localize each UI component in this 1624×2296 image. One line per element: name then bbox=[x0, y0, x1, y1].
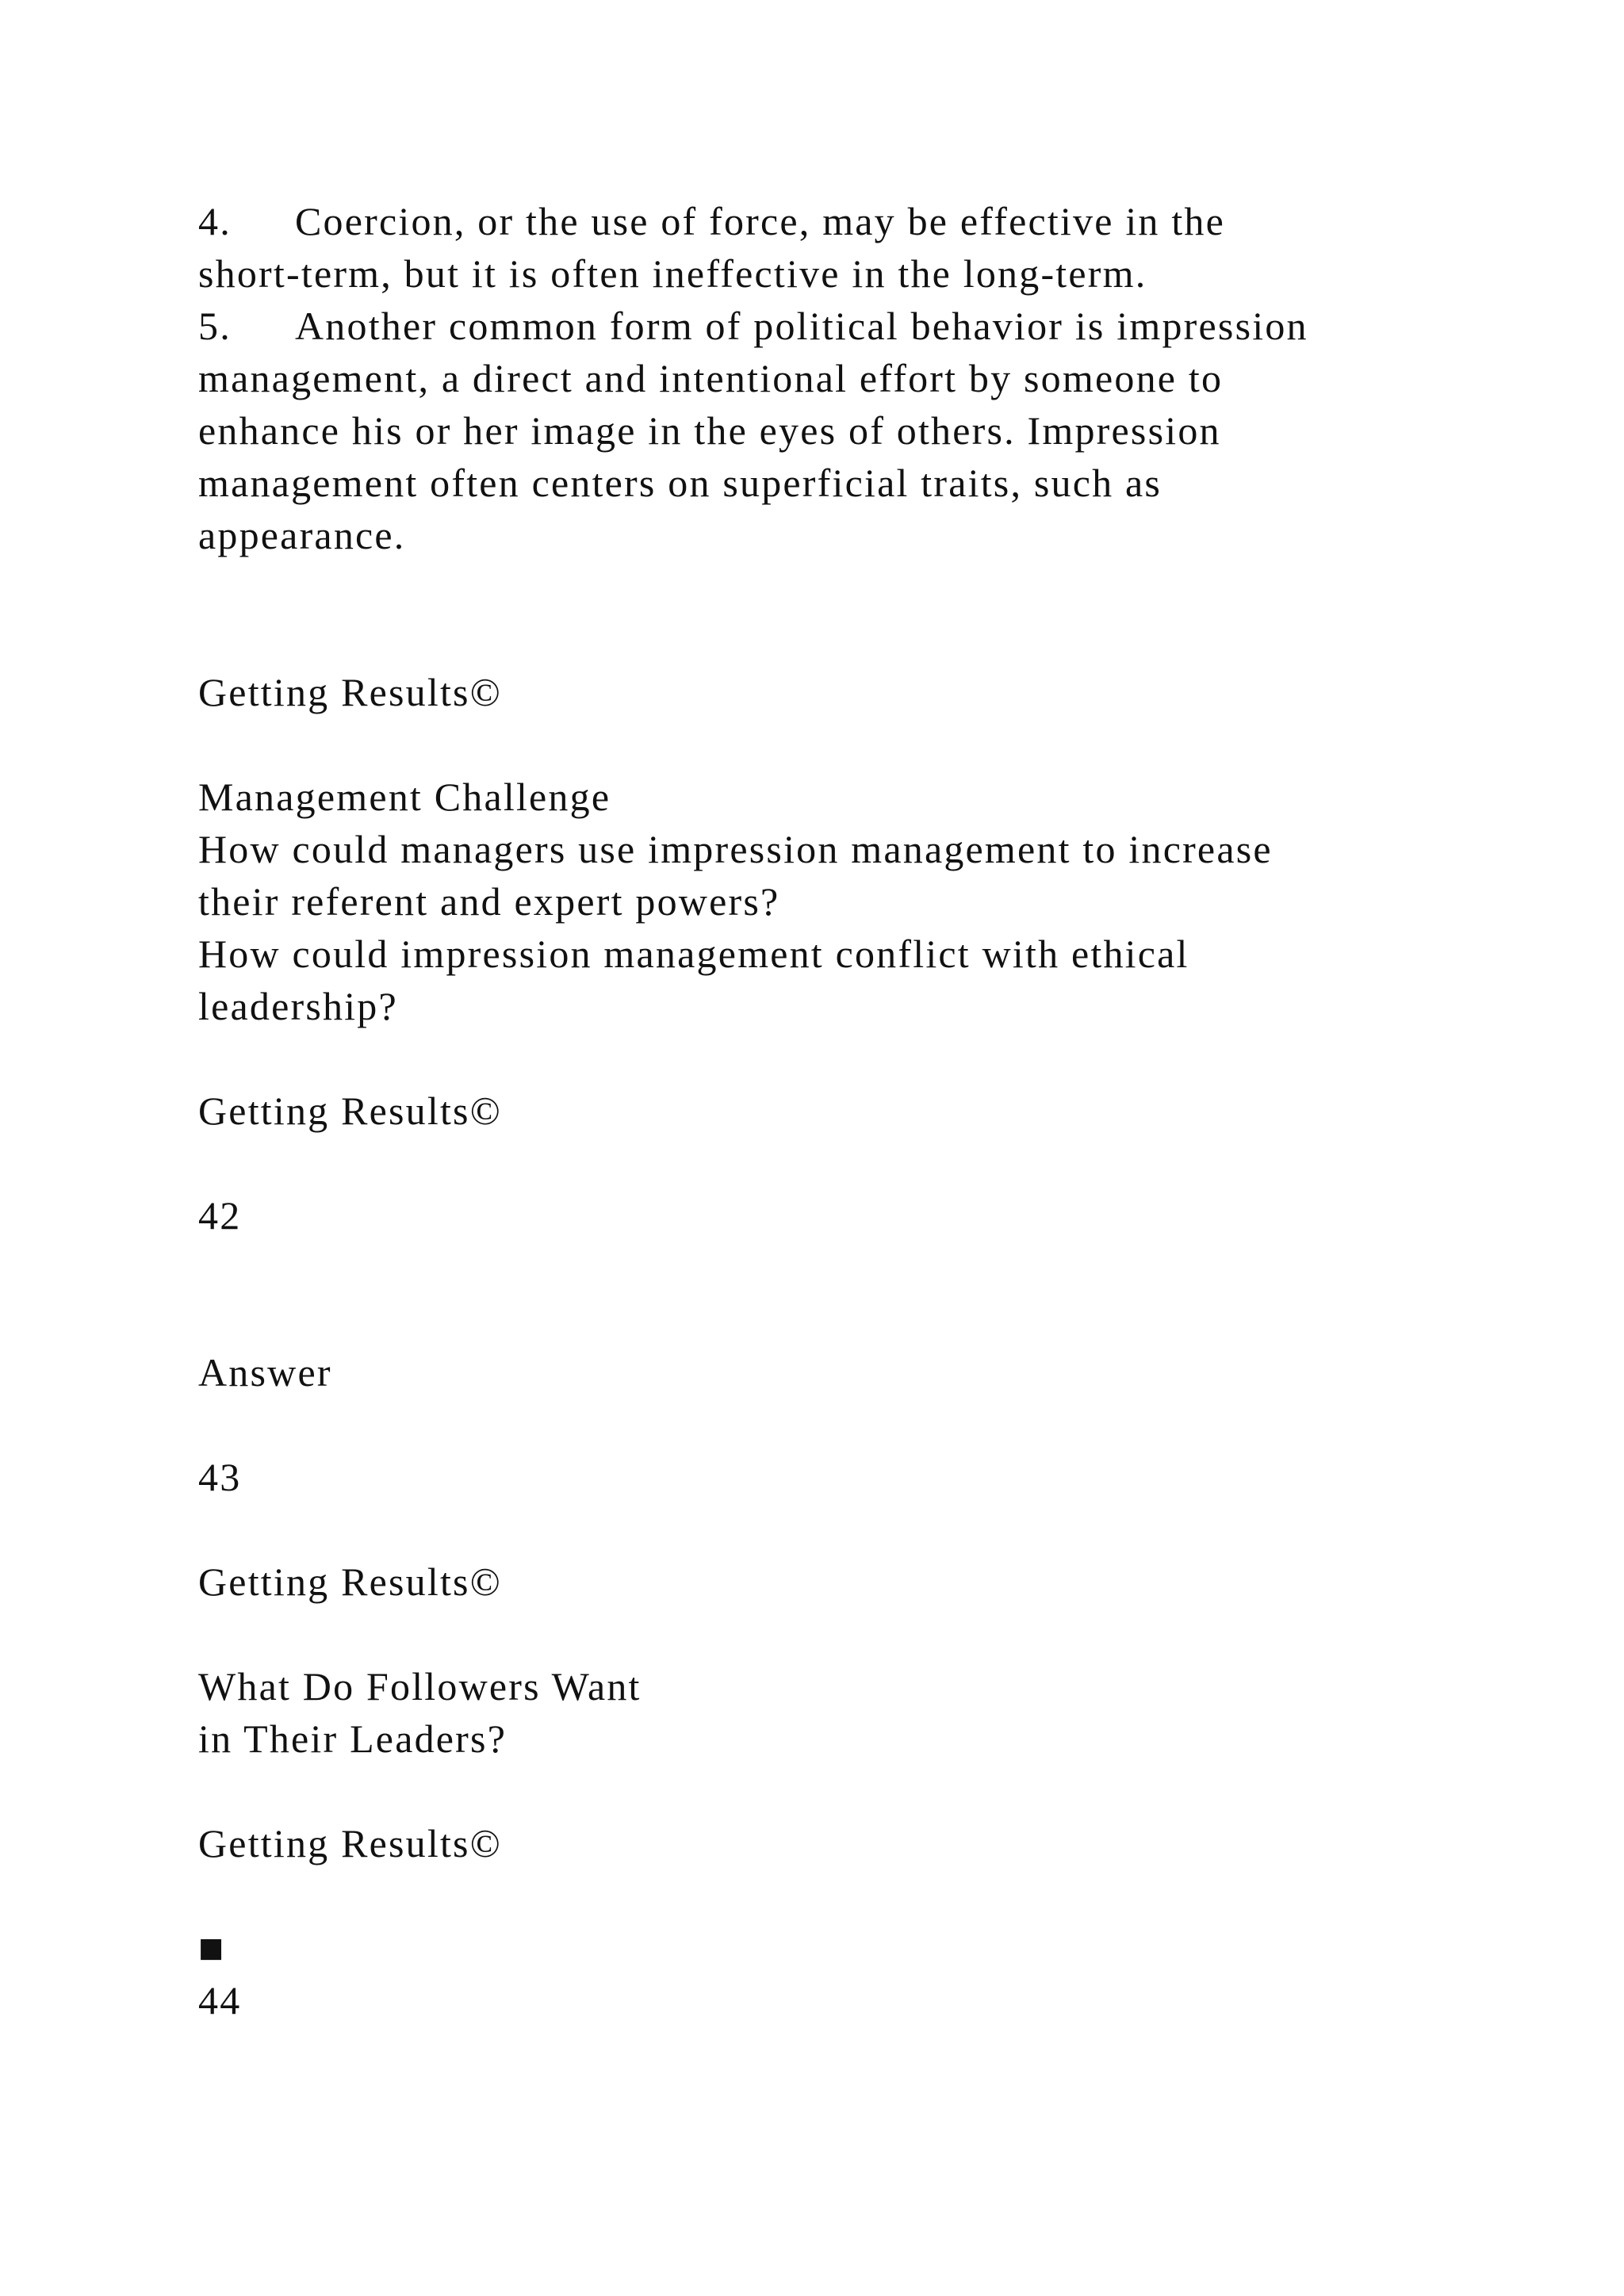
getting-results-label-2: Getting Results© bbox=[198, 1089, 502, 1133]
list-item-4-number: 4. bbox=[198, 199, 232, 243]
slide-title-line-2: in Their Leaders? bbox=[198, 1716, 508, 1761]
list-item-5-line-5: appearance. bbox=[198, 513, 406, 557]
challenge-question-line-3: How could impression management conflict with ethical bbox=[198, 932, 1189, 976]
page-number-44: 44 bbox=[198, 1978, 242, 2022]
getting-results-label-4: Getting Results© bbox=[198, 1821, 502, 1866]
list-item-5-line-4: management often centers on superficial traits, such as bbox=[198, 461, 1162, 505]
document-page bbox=[198, 195, 1467, 2026]
getting-results-label-1: Getting Results© bbox=[198, 670, 502, 714]
page-number-42: 42 bbox=[198, 1193, 242, 1238]
challenge-question-line-4: leadership? bbox=[198, 984, 398, 1028]
list-item-4-line-1: 4. Coercion, or the use of force, may be effective in the bbox=[198, 195, 1467, 247]
page-number-43: 43 bbox=[198, 1455, 242, 1499]
list-item-5-line-2: management, a direct and intentional effort by someone to bbox=[198, 356, 1224, 400]
challenge-question-line-1: How could managers use impression management to increase bbox=[198, 827, 1273, 871]
list-item-5-number: 5. bbox=[198, 304, 232, 348]
getting-results-label-3: Getting Results© bbox=[198, 1559, 502, 1604]
slide-title-line-1: What Do Followers Want bbox=[198, 1664, 642, 1709]
answer-label: Answer bbox=[198, 1350, 332, 1395]
list-item-5-line-1: 5. Another common form of political behavior is impression bbox=[198, 300, 1467, 352]
challenge-question-line-2: their referent and expert powers? bbox=[198, 879, 780, 924]
challenge-title: Management Challenge bbox=[198, 775, 611, 819]
list-item-5-line-3: enhance his or her image in the eyes of others. Impression bbox=[198, 408, 1221, 453]
square-bullet-icon: ■ bbox=[198, 1932, 226, 1964]
list-item-4-line-2: short-term, but it is often ineffective in the long-term. bbox=[198, 251, 1147, 296]
